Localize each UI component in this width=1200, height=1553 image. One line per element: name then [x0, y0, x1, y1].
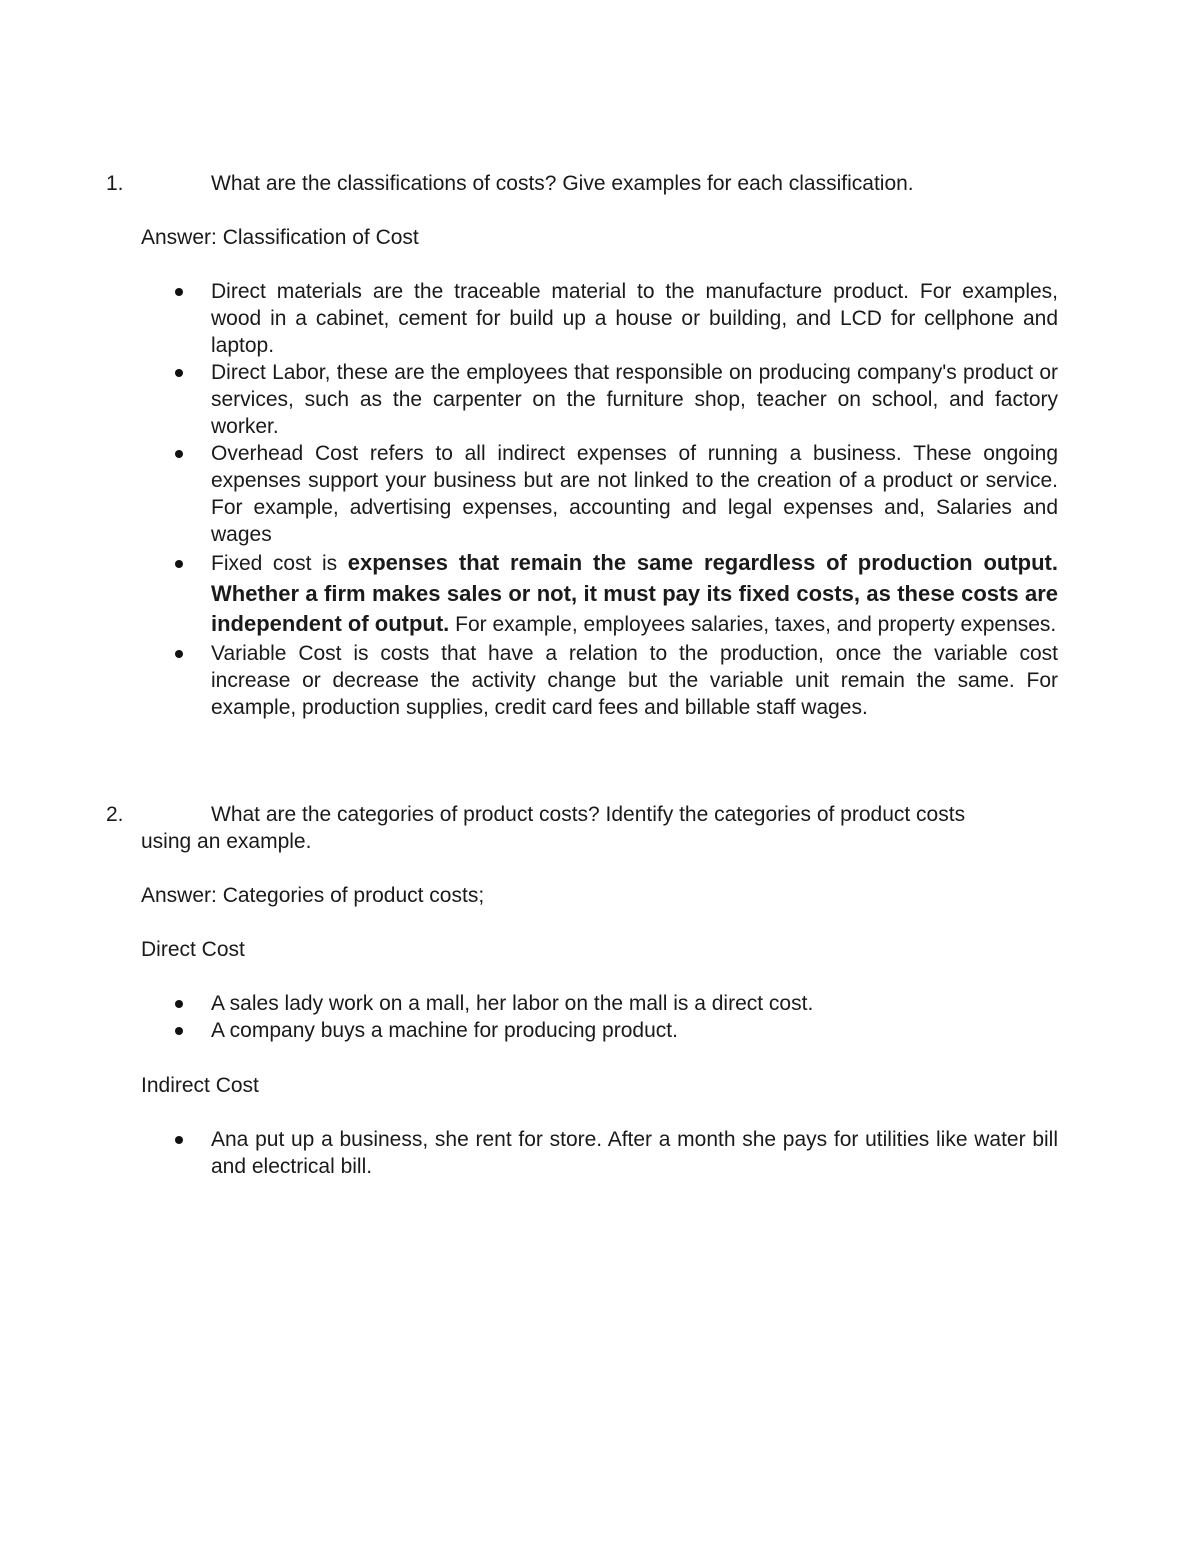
- bullet-icon: [175, 369, 183, 377]
- list-item-fixed-cost: Fixed cost is expenses that remain the same regardless of production output. Whether a firm makes sales or not, it must pay its fixed costs, as these costs are independent of output. For example, employees salaries, taxes, and property expenses.: [211, 548, 1058, 640]
- list-item-direct-materials: Direct materials are the traceable material to the manufacture product. For examples, wood in a cabinet, cement for build up a house or building, and LCD for cellphone and laptop.: [211, 278, 1058, 359]
- indirect-cost-heading: Indirect Cost: [141, 1074, 259, 1097]
- classification-list: [211, 278, 1058, 721]
- direct-cost-list: [211, 990, 1058, 1044]
- indirect-cost-list: [211, 1126, 1058, 1180]
- question-2-text-line2: using an example.: [141, 830, 312, 853]
- bullet-icon: [175, 450, 183, 458]
- direct-cost-heading: Direct Cost: [141, 938, 245, 961]
- bullet-icon: [175, 560, 183, 568]
- list-item: Ana put up a business, she rent for store. After a month she pays for utilities like water bill and electrical bill.: [211, 1126, 1058, 1180]
- list-item-overhead-cost: Overhead Cost refers to all indirect expenses of running a business. These ongoing expenses support your business but are not linked to the creation of a product or service. For example, advertising expenses, accounting and legal expenses and, Salaries and wages: [211, 440, 1058, 548]
- bullet-icon: [175, 1136, 183, 1144]
- question-2-number: 2.: [106, 803, 124, 826]
- list-item-direct-labor: Direct Labor, these are the employees that responsible on producing company's product or services, such as the carpenter on the furniture shop, teacher on school, and factory worker.: [211, 359, 1058, 440]
- bullet-icon: [175, 288, 183, 296]
- fixed-cost-definition: expenses that remain the same regardless of production output. Whether a firm makes sales or not, it must pay its fixed costs, as these costs are independent of output.: [211, 550, 1058, 636]
- list-item: A sales lady work on a mall, her labor on the mall is a direct cost.: [211, 990, 1058, 1017]
- question-1-number: 1.: [106, 172, 124, 195]
- bullet-icon: [175, 1027, 183, 1035]
- answer-1-heading: Answer: Classification of Cost: [141, 226, 419, 249]
- question-2-text-line1: What are the categories of product costs? Identify the categories of product costs: [211, 803, 966, 826]
- list-item-variable-cost: Variable Cost is costs that have a relation to the production, once the variable cost increase or decrease the activity change but the variable unit remain the same. For example, production supplies, credit card fees and billable staff wages.: [211, 640, 1058, 721]
- answer-2-heading: Answer: Categories of product costs;: [141, 884, 485, 907]
- bullet-icon: [175, 650, 183, 658]
- list-item: A company buys a machine for producing product.: [211, 1017, 1058, 1044]
- bullet-icon: [175, 1000, 183, 1008]
- question-1-text: What are the classifications of costs? Give examples for each classification.: [211, 172, 914, 195]
